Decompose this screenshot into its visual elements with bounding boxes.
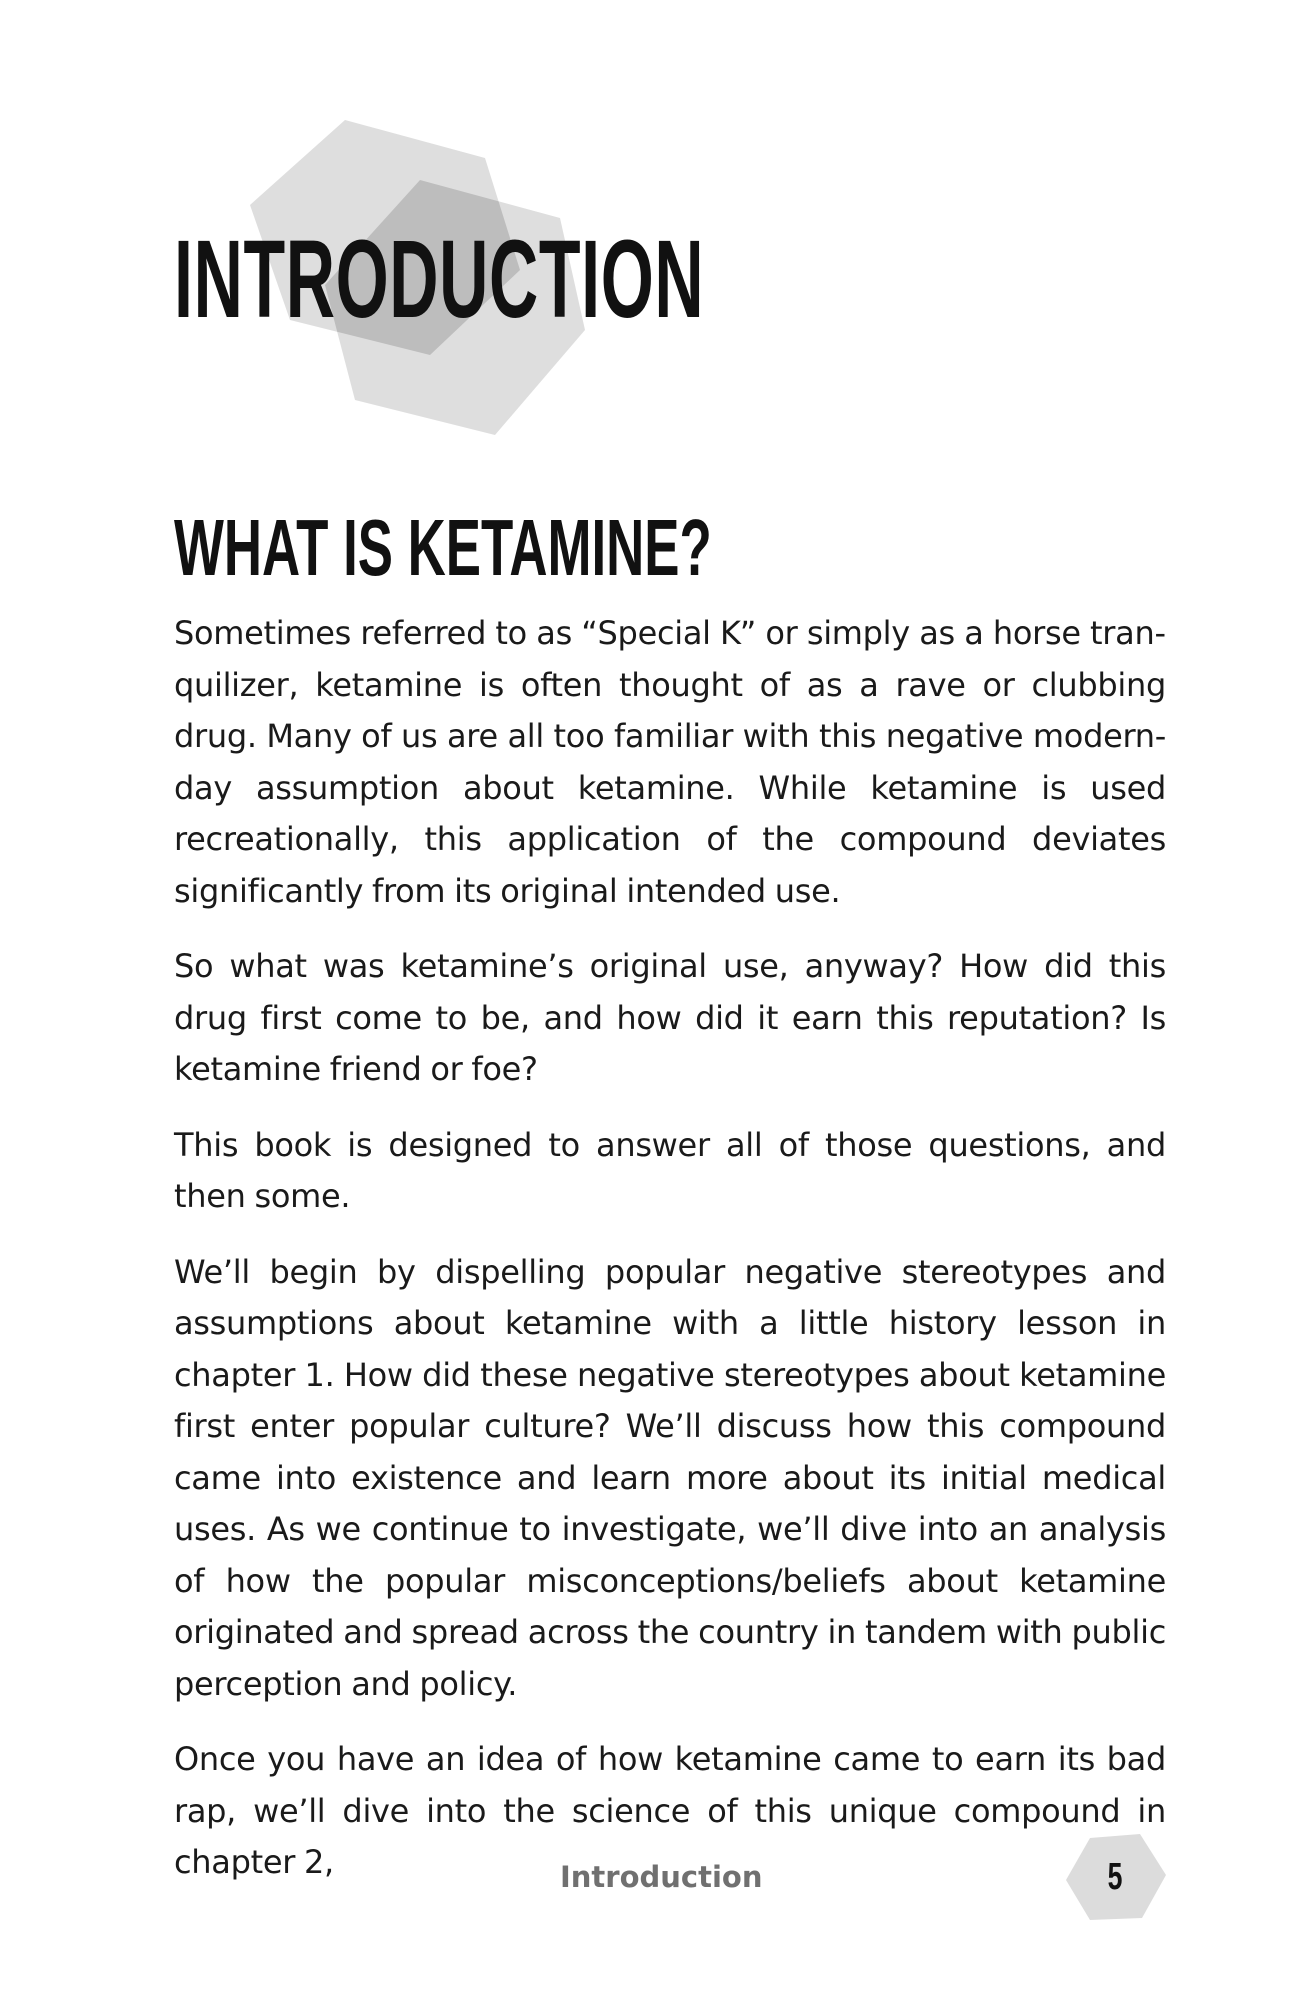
section-title: WHAT IS KETAMINE? — [174, 503, 712, 592]
paragraph: So what was ketamine’s original use, anyway? How did this drug first come to be, and how did it earn this reputation? Is ketamine friend or foe? — [174, 947, 1166, 1088]
paragraph: This book is designed to answer all of those questions, and then some. — [174, 1125, 1166, 1215]
paragraph: We’ll begin by dispelling popular negative stereotypes and assumptions about ketamine with a little history lesson in chapter 1. How did these negative stereotypes about ketamine first enter popular culture? We’ll discuss how this compound came into existence and learn more about its initial medical uses. As we continue to investigate, we’ll dive into an analysis of how the popular misconceptions/beliefs about ketamine originated and spread across the country in tandem with public perception and policy. — [174, 1252, 1166, 1703]
paragraph: Sometimes referred to as “Special K” or simply as a horse tranquilizer, ketamine is often thought of as a rave or clubbing drug. Many of us are all too familiar with this negative modern-day assumption about ketamine. While ketamine is used recreationally, this application of the compound deviates significantly from its original intended use. — [174, 614, 1166, 910]
chapter-title: INTRODUCTION — [174, 218, 705, 341]
running-footer: Introduction — [560, 1860, 763, 1894]
page-number-badge — [1060, 1830, 1170, 1925]
page-number: 5 — [1107, 1856, 1123, 1898]
body-text — [174, 608, 1166, 1913]
paragraph: Once you have an idea of how ketamine came to earn its bad rap, we’ll dive into the science of this unique compound in chapter 2, — [174, 1740, 1166, 1881]
